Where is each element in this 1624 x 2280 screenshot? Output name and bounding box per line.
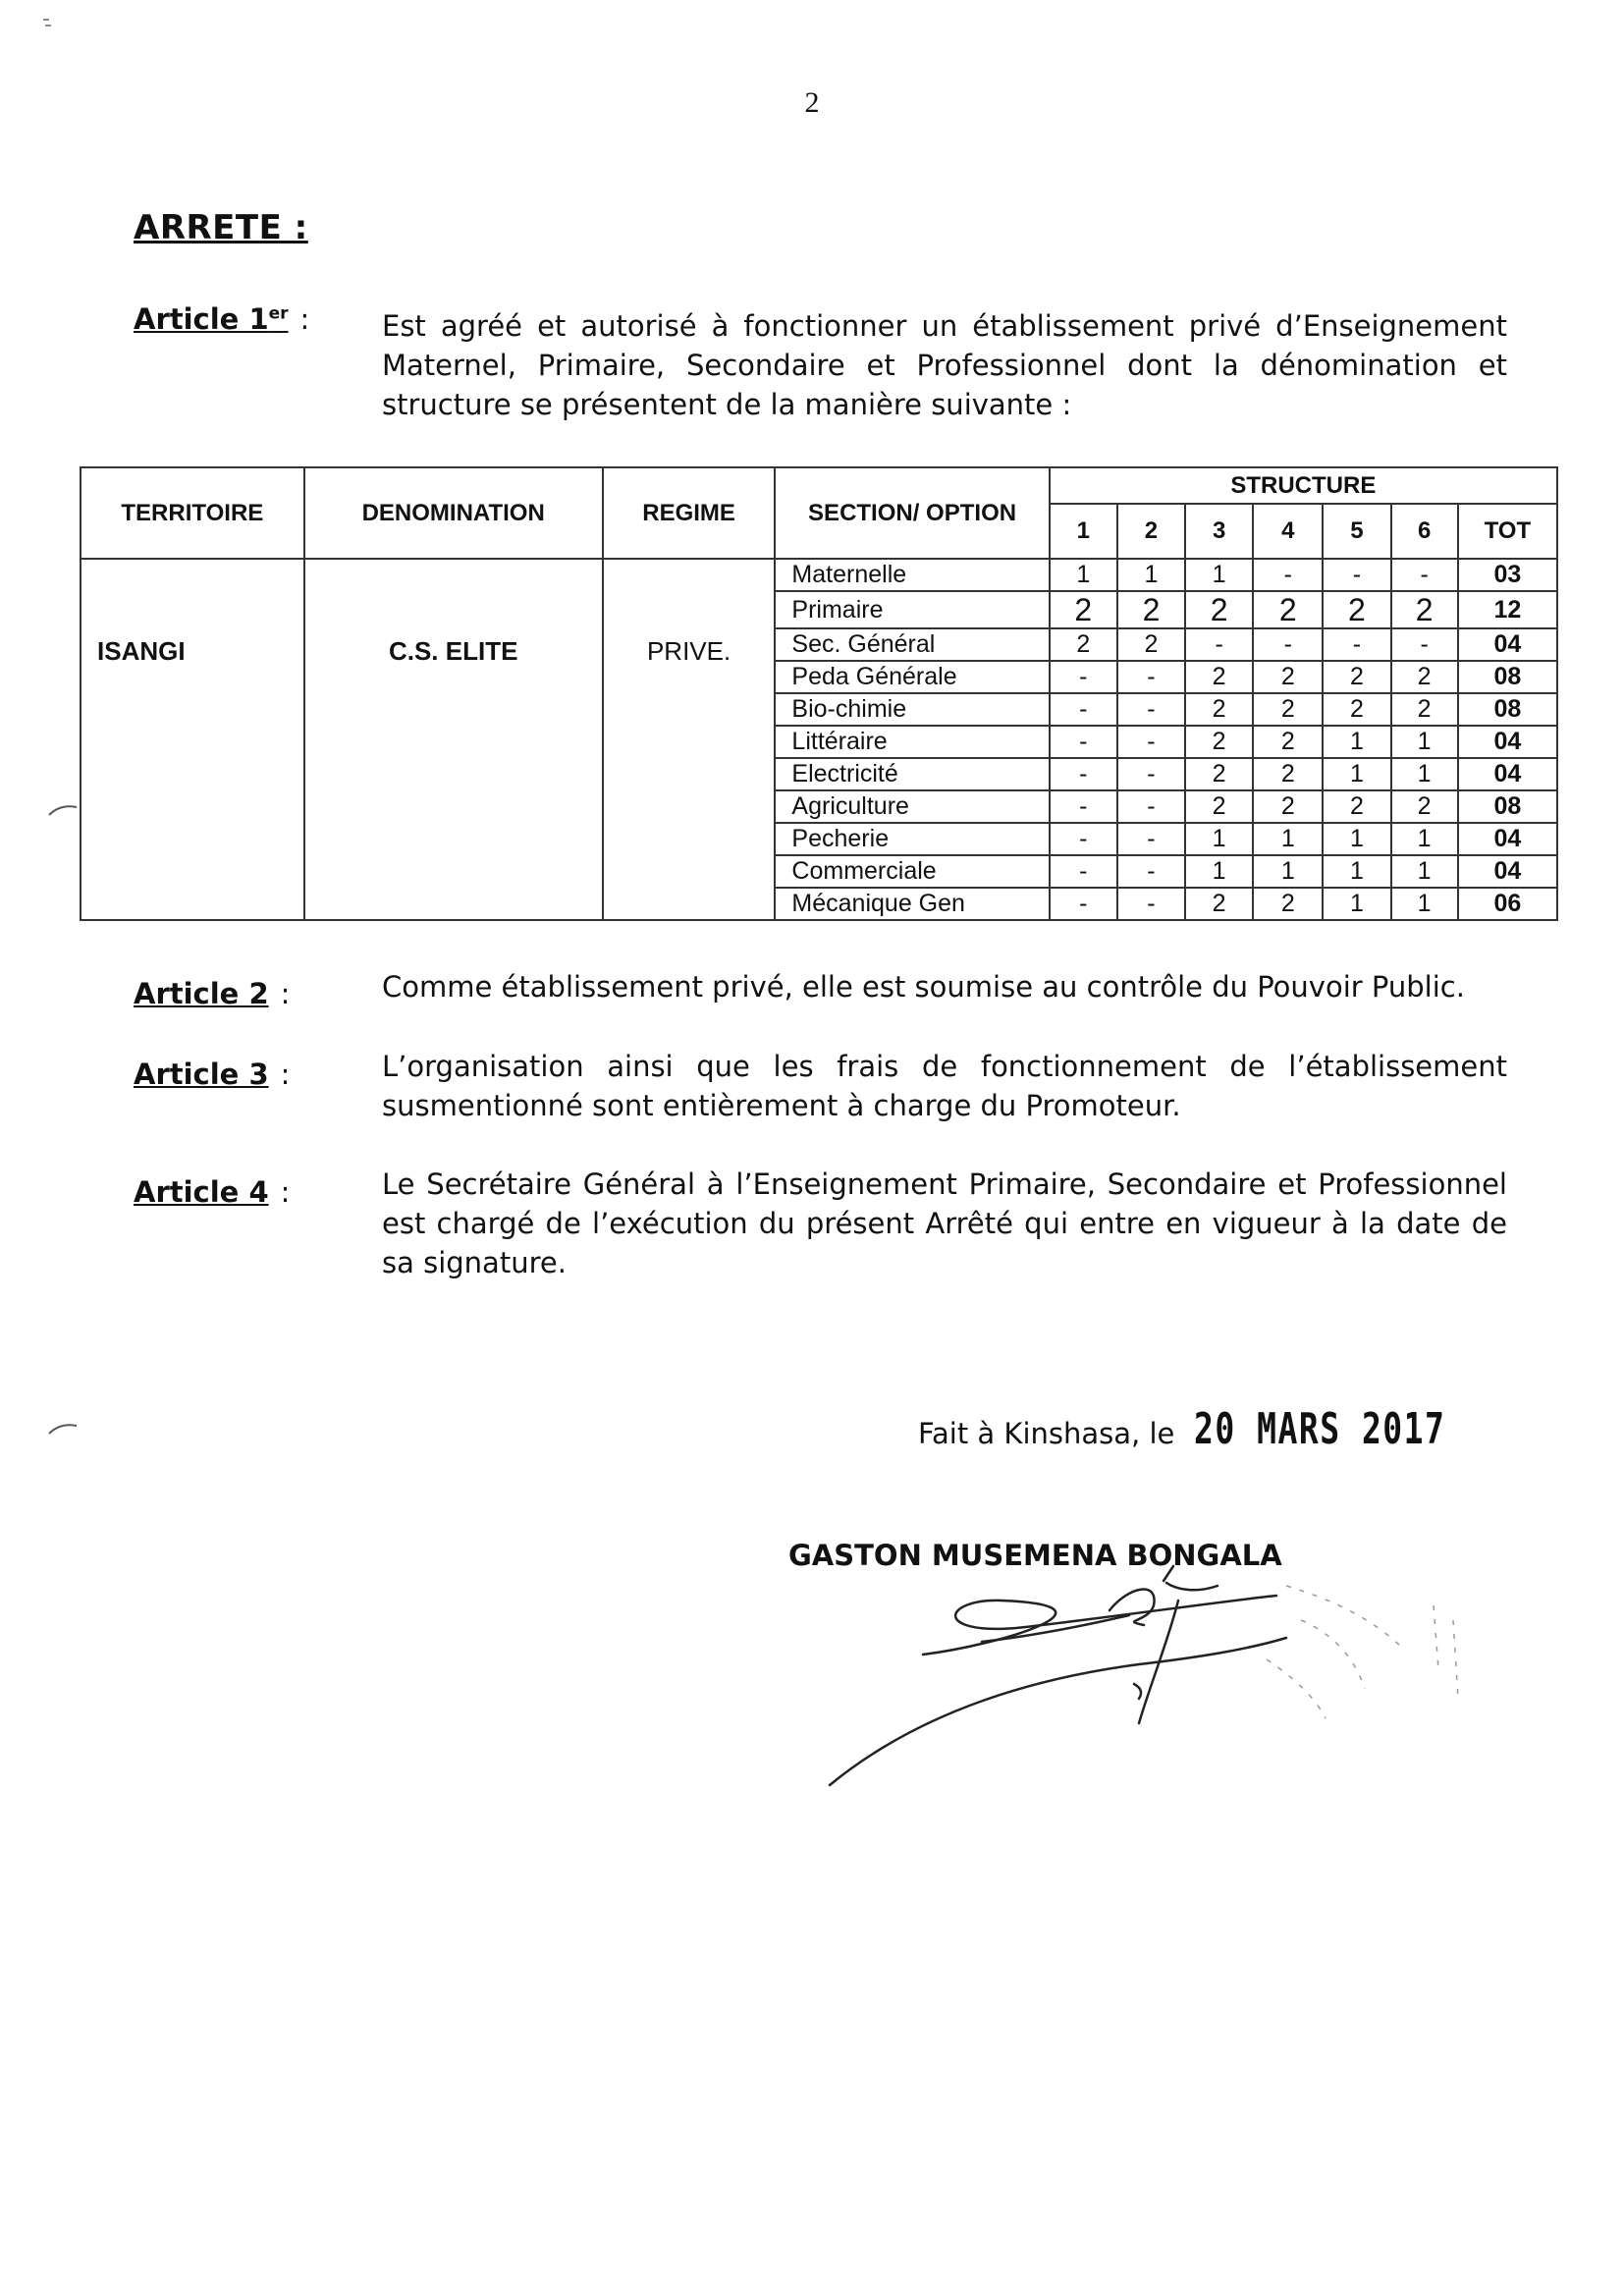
structure-year-1-cell: - [1050, 823, 1117, 855]
header-col-1: 1 [1050, 504, 1117, 559]
structure-year-6-cell: - [1391, 628, 1458, 661]
article-4-label [134, 1175, 290, 1209]
closing-place: Fait à Kinshasa, le [918, 1417, 1175, 1450]
section-option-cell: Primaire [775, 591, 1049, 628]
structure-year-2-cell: - [1117, 888, 1185, 920]
structure-year-3-cell: 1 [1185, 855, 1253, 888]
structure-year-4-cell: 2 [1253, 693, 1323, 726]
structure-year-6-cell: 1 [1391, 888, 1458, 920]
structure-year-6-cell: 1 [1391, 758, 1458, 790]
structure-year-5-cell: 1 [1323, 758, 1390, 790]
total-cell: 06 [1458, 888, 1557, 920]
total-cell: 04 [1458, 726, 1557, 758]
article-2-text: Comme établissement privé, elle est soumise au contrôle du Pouvoir Public. [382, 970, 1465, 1004]
structure-year-6-cell: - [1391, 559, 1458, 591]
article-3-label [134, 1058, 290, 1091]
header-structure: STRUCTURE [1050, 467, 1557, 504]
section-option-cell: Mécanique Gen [775, 888, 1049, 920]
territory-cell: ISANGI [81, 559, 304, 920]
article-1-colon: : [299, 302, 310, 336]
total-cell: 12 [1458, 591, 1557, 628]
structure-year-3-cell: 2 [1185, 758, 1253, 790]
article-1-label [134, 302, 309, 336]
closing-place-date [918, 1404, 1529, 1454]
structure-year-6-cell: 1 [1391, 855, 1458, 888]
structure-year-6-cell: 1 [1391, 823, 1458, 855]
article-2-colon: : [280, 977, 291, 1010]
scan-margin-marks [29, 786, 88, 1473]
handwritten-signature [805, 1561, 1473, 1856]
regime-cell: PRIVE. [603, 559, 776, 920]
structure-year-1-cell: 2 [1050, 591, 1117, 628]
structure-year-1-cell: - [1050, 661, 1117, 693]
structure-year-5-cell: 1 [1323, 855, 1390, 888]
structure-year-4-cell: 2 [1253, 758, 1323, 790]
structure-year-4-cell: - [1253, 559, 1323, 591]
article-4-colon: : [280, 1175, 291, 1209]
structure-year-5-cell: 2 [1323, 591, 1390, 628]
structure-year-5-cell: - [1323, 628, 1390, 661]
section-option-cell: Commerciale [775, 855, 1049, 888]
structure-year-5-cell: 2 [1323, 661, 1390, 693]
total-cell: 04 [1458, 855, 1557, 888]
section-option-cell: Electricité [775, 758, 1049, 790]
header-section-option: SECTION/ OPTION [775, 467, 1049, 559]
structure-year-2-cell: - [1117, 661, 1185, 693]
structure-year-4-cell: 2 [1253, 888, 1323, 920]
structure-year-3-cell: 1 [1185, 823, 1253, 855]
article-1-label-text: Article 1 [134, 302, 269, 336]
article-1-text: Est agréé et autorisé à fonctionner un établissement privé d’Enseignement Maternel, Primaire, Secondaire et Professionnel dont la dénomination et structure se présentent de la manière suivante : [382, 309, 1507, 421]
structure-year-5-cell: 1 [1323, 888, 1390, 920]
structure-year-4-cell: 1 [1253, 823, 1323, 855]
article-4-text: Le Secrétaire Général à l’Enseignement Primaire, Secondaire et Professionnel est chargé de l’exécution du présent Arrêté qui entre en vigueur à la date de sa signature. [382, 1167, 1507, 1279]
structure-year-4-cell: 2 [1253, 661, 1323, 693]
structure-year-2-cell: 2 [1117, 591, 1185, 628]
structure-year-6-cell: 2 [1391, 591, 1458, 628]
structure-year-6-cell: 2 [1391, 790, 1458, 823]
section-option-cell: Sec. Général [775, 628, 1049, 661]
article-2-label-text: Article 2 [134, 977, 269, 1010]
header-regime: REGIME [603, 467, 776, 559]
header-col-6: 6 [1391, 504, 1458, 559]
structure-year-3-cell: - [1185, 628, 1253, 661]
structure-year-1-cell: - [1050, 855, 1117, 888]
structure-year-4-cell: - [1253, 628, 1323, 661]
structure-year-6-cell: 1 [1391, 726, 1458, 758]
structure-year-3-cell: 2 [1185, 790, 1253, 823]
section-option-cell: Pecherie [775, 823, 1049, 855]
total-cell: 08 [1458, 790, 1557, 823]
total-cell: 03 [1458, 559, 1557, 591]
structure-year-5-cell: 2 [1323, 790, 1390, 823]
structure-year-1-cell: 2 [1050, 628, 1117, 661]
structure-year-1-cell: - [1050, 693, 1117, 726]
structure-year-2-cell: - [1117, 726, 1185, 758]
header-col-2: 2 [1117, 504, 1185, 559]
total-cell: 04 [1458, 628, 1557, 661]
section-option-cell: Littéraire [775, 726, 1049, 758]
structure-year-5-cell: 1 [1323, 726, 1390, 758]
table-row [81, 559, 1557, 591]
structure-year-5-cell: 1 [1323, 823, 1390, 855]
structure-year-3-cell: 1 [1185, 559, 1253, 591]
structure-year-2-cell: - [1117, 693, 1185, 726]
article-4-label-text: Article 4 [134, 1175, 269, 1209]
header-col-3: 3 [1185, 504, 1253, 559]
section-option-cell: Agriculture [775, 790, 1049, 823]
structure-year-2-cell: - [1117, 790, 1185, 823]
article-3-label-text: Article 3 [134, 1058, 269, 1091]
article-3-text: L’organisation ainsi que les frais de fonctionnement de l’établissement susmentionné sont entièrement à charge du Promoteur. [382, 1050, 1507, 1122]
signer-name: GASTON MUSEMENA BONGALA [788, 1539, 1282, 1572]
structure-year-3-cell: 2 [1185, 661, 1253, 693]
scan-corner-mark [39, 14, 59, 33]
structure-year-2-cell: - [1117, 758, 1185, 790]
header-col-5: 5 [1323, 504, 1390, 559]
structure-year-1-cell: - [1050, 726, 1117, 758]
article-2-label [134, 977, 290, 1010]
structure-year-4-cell: 2 [1253, 591, 1323, 628]
total-cell: 04 [1458, 758, 1557, 790]
decree-heading: ARRETE : [134, 208, 308, 247]
total-cell: 08 [1458, 693, 1557, 726]
structure-year-6-cell: 2 [1391, 661, 1458, 693]
structure-year-3-cell: 2 [1185, 888, 1253, 920]
structure-year-3-cell: 2 [1185, 591, 1253, 628]
structure-year-3-cell: 2 [1185, 693, 1253, 726]
structure-year-2-cell: 2 [1117, 628, 1185, 661]
structure-table [80, 466, 1558, 921]
header-col-4: 4 [1253, 504, 1323, 559]
structure-year-1-cell: - [1050, 790, 1117, 823]
structure-year-1-cell: - [1050, 888, 1117, 920]
section-option-cell: Peda Générale [775, 661, 1049, 693]
page-number: 2 [804, 86, 820, 119]
section-option-cell: Bio-chimie [775, 693, 1049, 726]
article-1-superscript: er [268, 303, 289, 324]
structure-year-4-cell: 2 [1253, 790, 1323, 823]
structure-year-2-cell: - [1117, 823, 1185, 855]
structure-year-2-cell: 1 [1117, 559, 1185, 591]
header-col-tot: TOT [1458, 504, 1557, 559]
structure-year-6-cell: 2 [1391, 693, 1458, 726]
date-stamp: 20 MARS 2017 [1193, 1404, 1445, 1454]
header-denomination: DENOMINATION [304, 467, 603, 559]
structure-year-2-cell: - [1117, 855, 1185, 888]
structure-year-1-cell: - [1050, 758, 1117, 790]
article-3-colon: : [280, 1058, 291, 1091]
structure-year-1-cell: 1 [1050, 559, 1117, 591]
total-cell: 04 [1458, 823, 1557, 855]
structure-year-5-cell: - [1323, 559, 1390, 591]
structure-year-3-cell: 2 [1185, 726, 1253, 758]
structure-data [81, 559, 1557, 920]
structure-year-5-cell: 2 [1323, 693, 1390, 726]
structure-year-4-cell: 2 [1253, 726, 1323, 758]
total-cell: 08 [1458, 661, 1557, 693]
section-option-cell: Maternelle [775, 559, 1049, 591]
structure-year-4-cell: 1 [1253, 855, 1323, 888]
denomination-cell: C.S. ELITE [304, 559, 603, 920]
header-territoire: TERRITOIRE [81, 467, 304, 559]
